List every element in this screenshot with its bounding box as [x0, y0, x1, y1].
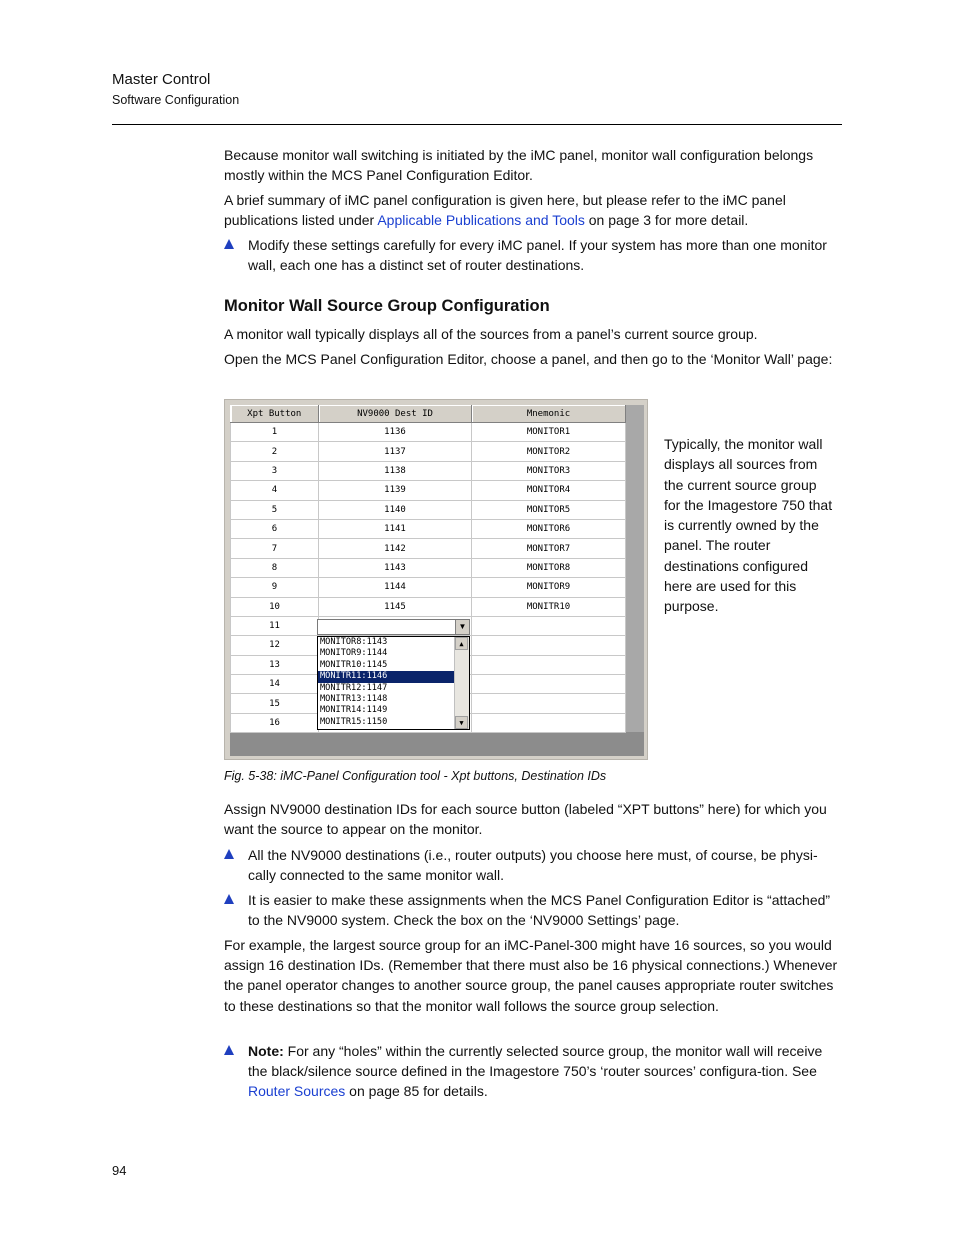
dropdown-option[interactable]: MONITR11:1146	[318, 671, 455, 682]
applicable-publications-link[interactable]: Applicable Publications and Tools	[377, 212, 585, 229]
dropdown-option[interactable]: MONITOR8:1143	[320, 637, 388, 647]
dropdown-scrollbar[interactable]	[454, 637, 469, 729]
mnemonic-cell[interactable]	[472, 655, 626, 674]
table-row[interactable]	[231, 519, 626, 538]
triangle-bullet-icon	[224, 239, 234, 249]
xpt-cell[interactable]: 9	[231, 578, 319, 597]
section-paragraph-1: A monitor wall typically displays all of the sources from a panel’s current source group.	[224, 326, 758, 342]
grid-header-row	[231, 405, 626, 423]
dest-id-cell[interactable]: 1144	[319, 578, 472, 597]
table-row[interactable]	[231, 539, 626, 558]
xpt-cell[interactable]: 12	[231, 636, 319, 655]
body-paragraph-assign: Assign NV9000 destination IDs for each source button (labeled “XPT buttons” here) for which you want the source to appear on the monitor.	[224, 801, 827, 838]
xpt-cell[interactable]: 11	[231, 616, 319, 635]
figure-caption: Fig. 5-38: iMC-Panel Configuration tool - Xpt buttons, Destination IDs	[224, 769, 607, 783]
dropdown-option[interactable]: MONITR12:1147	[320, 682, 388, 693]
dropdown-option[interactable]: MONITR15:1150	[320, 716, 388, 727]
xpt-cell[interactable]: 6	[231, 519, 319, 538]
bullet-text: All the NV9000 destinations (i.e., router outputs) you choose here must, of course, be physi-cally connected to the same monitor wall.	[248, 847, 818, 884]
xpt-cell[interactable]: 14	[231, 675, 319, 694]
section-heading: Monitor Wall Source Group Configuration	[224, 297, 550, 315]
dest-id-dropdown-list[interactable]	[317, 636, 470, 730]
mnemonic-cell[interactable]	[472, 675, 626, 694]
note-text-b: on page 85 for details.	[345, 1083, 488, 1100]
mnemonic-cell[interactable]: MONITOR3	[472, 461, 626, 480]
xpt-cell[interactable]: 7	[231, 539, 319, 558]
xpt-cell[interactable]: 16	[231, 713, 319, 732]
dest-id-cell[interactable]: 1137	[319, 442, 472, 461]
note-text-a: For any “holes” within the currently selected source group, the monitor wall will receive the black/silence source defined in the Imagestore 750’s ‘router sources’ configura-tion. See	[248, 1043, 823, 1080]
table-row[interactable]	[231, 423, 626, 442]
bullet-text: It is easier to make these assignments when the MCS Panel Configuration Editor is “attached” to the NV9000 system. Check the box on the ‘NV9000 Settings’ page.	[248, 892, 831, 929]
xpt-cell[interactable]: 10	[231, 597, 319, 616]
dropdown-option[interactable]: MONITOR9:1144	[320, 648, 388, 659]
dest-id-cell[interactable]: 1140	[319, 500, 472, 519]
dest-id-cell[interactable]: 1141	[319, 519, 472, 538]
dest-id-cell[interactable]: 1138	[319, 461, 472, 480]
note-label: Note:	[248, 1043, 284, 1059]
body-paragraph-example: For example, the largest source group for an iMC-Panel-300 might have 16 sources, so you would assign 16 destination IDs. (Remember that there must also be 16 physical connections.) Whenever the panel operator changes to another source group, the panel causes appropriate router switches to these destinations so that the monitor wall follows the source group selection.	[224, 937, 838, 1014]
table-row[interactable]	[231, 461, 626, 480]
section-paragraph-2: Open the MCS Panel Configuration Editor, choose a panel, and then go to the ‘Monitor Wall’ page:	[224, 351, 833, 367]
page-number: 94	[112, 1163, 127, 1178]
dropdown-option[interactable]: MONITR14:1149	[320, 705, 388, 716]
intro-p2-text-a: A brief summary of iMC panel configuration is given here, but please refer to the iMC panel publications listed under	[224, 192, 786, 229]
header-rule	[112, 124, 842, 125]
mnemonic-cell[interactable]: MONITOR6	[472, 519, 626, 538]
intro-p2-text-b: on page 3 for more detail.	[584, 212, 749, 229]
dest-id-cell[interactable]: 1145	[319, 597, 472, 616]
triangle-bullet-icon	[224, 1045, 234, 1055]
mnemonic-cell[interactable]: MONITR10	[472, 597, 626, 616]
table-row[interactable]	[231, 558, 626, 577]
dropdown-option[interactable]: MONITR10:1145	[320, 659, 388, 670]
xpt-cell[interactable]: 5	[231, 500, 319, 519]
chevron-down-icon: ▼	[458, 622, 467, 631]
xpt-cell[interactable]: 1	[231, 423, 319, 442]
mnemonic-cell[interactable]: MONITOR9	[472, 578, 626, 597]
mnemonic-cell[interactable]: MONITOR8	[472, 558, 626, 577]
bullet-text: Modify these settings carefully for every iMC panel. If your system has more than one monitor wall, each one has a distinct set of router destinations.	[248, 237, 827, 274]
mnemonic-cell[interactable]: MONITOR2	[472, 442, 626, 461]
table-row[interactable]	[231, 500, 626, 519]
col-header-xpt-button[interactable]: Xpt Button	[231, 405, 319, 423]
figure-sidenote: Typically, the monitor wall displays all sources from the current source group for the Imagestore 750 that is currently owned by the panel. The router destinations configured here are used for this purpose.	[664, 436, 833, 615]
grid-bottom-area	[230, 732, 644, 756]
mnemonic-cell[interactable]: MONITOR5	[472, 500, 626, 519]
mnemonic-cell[interactable]: MONITOR4	[472, 481, 626, 500]
dropdown-option[interactable]: MONITR13:1148	[320, 693, 388, 704]
xpt-cell[interactable]: 3	[231, 461, 319, 480]
triangle-bullet-icon	[224, 849, 234, 859]
page-header-subtitle: Software Configuration	[112, 93, 240, 107]
combo-dropdown-button[interactable]	[455, 620, 469, 634]
xpt-cell[interactable]: 8	[231, 558, 319, 577]
scroll-down-icon[interactable]: ▼	[455, 716, 468, 729]
page-header-title: Master Control	[112, 71, 211, 88]
col-header-mnemonic[interactable]: Mnemonic	[472, 405, 626, 423]
xpt-cell[interactable]: 15	[231, 694, 319, 713]
table-row[interactable]	[231, 481, 626, 500]
col-header-dest-id[interactable]: NV9000 Dest ID	[319, 405, 472, 423]
xpt-cell[interactable]: 4	[231, 481, 319, 500]
scroll-up-icon[interactable]: ▲	[455, 637, 468, 650]
intro-paragraph-2	[224, 190, 839, 230]
table-row[interactable]	[231, 442, 626, 461]
mnemonic-cell[interactable]	[472, 636, 626, 655]
mnemonic-cell[interactable]	[472, 694, 626, 713]
dest-id-cell[interactable]: 1136	[319, 423, 472, 442]
dest-id-cell[interactable]: 1143	[319, 558, 472, 577]
mnemonic-cell[interactable]: MONITOR7	[472, 539, 626, 558]
triangle-bullet-icon	[224, 894, 234, 904]
grid-right-gutter	[626, 405, 644, 732]
dest-id-combo[interactable]	[317, 619, 470, 635]
mnemonic-cell[interactable]: MONITOR1	[472, 423, 626, 442]
dest-id-cell[interactable]: 1139	[319, 481, 472, 500]
router-sources-link[interactable]: Router Sources	[248, 1083, 346, 1100]
intro-paragraph-1: Because monitor wall switching is initiated by the iMC panel, monitor wall configuration belongs mostly within the MCS Panel Configuration Editor.	[224, 147, 814, 184]
mnemonic-cell[interactable]	[472, 713, 626, 732]
table-row[interactable]	[231, 578, 626, 597]
xpt-cell[interactable]: 13	[231, 655, 319, 674]
table-row[interactable]	[231, 597, 626, 616]
dest-id-cell[interactable]: 1142	[319, 539, 472, 558]
xpt-cell[interactable]: 2	[231, 442, 319, 461]
mnemonic-cell[interactable]	[472, 616, 626, 635]
bullet-text	[248, 1041, 840, 1102]
